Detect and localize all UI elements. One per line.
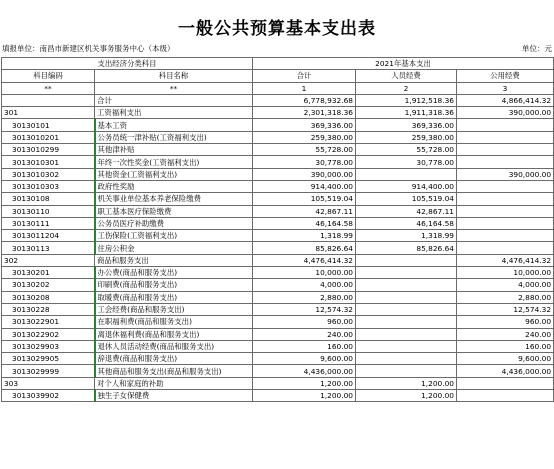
table-row bbox=[2, 193, 554, 205]
cell-public bbox=[457, 193, 554, 205]
cell-code: 30130201 bbox=[2, 267, 95, 279]
cell-personnel: 1,318.99 bbox=[356, 230, 457, 242]
table-row bbox=[2, 316, 554, 328]
cell-name: 办公费(商品和服务支出) bbox=[95, 267, 253, 279]
cell-personnel bbox=[356, 267, 457, 279]
header-row-index bbox=[2, 82, 554, 94]
table-row bbox=[2, 156, 554, 168]
cell-code: 3013039902 bbox=[2, 390, 95, 402]
cell-personnel: 259,380.00 bbox=[356, 131, 457, 143]
cell-total: 30,778.00 bbox=[253, 156, 356, 168]
cell-public bbox=[457, 377, 554, 389]
cell-name: 工资福利支出 bbox=[95, 107, 253, 119]
cell-total: 12,574.32 bbox=[253, 303, 356, 315]
cell-personnel bbox=[356, 328, 457, 340]
cell-name: 其他津补贴 bbox=[95, 144, 253, 156]
cell-code: 3013010299 bbox=[2, 144, 95, 156]
table-row bbox=[2, 365, 554, 377]
table-row bbox=[2, 377, 554, 389]
cell-code: 3013029999 bbox=[2, 365, 95, 377]
cell-personnel bbox=[356, 365, 457, 377]
cell-personnel: 1,912,518.36 bbox=[356, 94, 457, 106]
currency-unit: 单位：元 bbox=[522, 44, 552, 53]
table-row bbox=[2, 180, 554, 192]
cell-public: 960.00 bbox=[457, 316, 554, 328]
header-star-name: ** bbox=[95, 82, 253, 94]
cell-code: 3013010303 bbox=[2, 180, 95, 192]
cell-name: 离退休福利费(商品和服务支出) bbox=[95, 328, 253, 340]
cell-personnel: 914,400.00 bbox=[356, 180, 457, 192]
table-row bbox=[2, 144, 554, 156]
table-row bbox=[2, 119, 554, 131]
cell-total: 2,880.00 bbox=[253, 291, 356, 303]
header-group-right: 2021年基本支出 bbox=[253, 58, 554, 70]
cell-public bbox=[457, 230, 554, 242]
reporting-unit: 填报单位：南昌市新建区机关事务服务中心（本级） bbox=[2, 44, 175, 53]
cell-public bbox=[457, 390, 554, 402]
cell-personnel: 369,336.00 bbox=[356, 119, 457, 131]
cell-public: 390,000.00 bbox=[457, 168, 554, 180]
cell-personnel: 85,826.64 bbox=[356, 242, 457, 254]
cell-name: 公务员医疗补助缴费 bbox=[95, 217, 253, 229]
header-star-code: ** bbox=[2, 82, 95, 94]
cell-total: 85,826.64 bbox=[253, 242, 356, 254]
cell-name: 在职福利费(商品和服务支出) bbox=[95, 316, 253, 328]
cell-code: 3013022902 bbox=[2, 328, 95, 340]
cell-personnel: 1,911,318.36 bbox=[356, 107, 457, 119]
cell-code: 3013011204 bbox=[2, 230, 95, 242]
cell-code: 3013010201 bbox=[2, 131, 95, 143]
cell-name: 年终一次性奖金(工资福利支出) bbox=[95, 156, 253, 168]
cell-name: 其他商品和服务支出(商品和服务支出) bbox=[95, 365, 253, 377]
cell-public bbox=[457, 217, 554, 229]
cell-name: 工伤保险(工资福利支出) bbox=[95, 230, 253, 242]
cell-public bbox=[457, 131, 554, 143]
cell-name: 住房公积金 bbox=[95, 242, 253, 254]
cell-name: 职工基本医疗保险缴费 bbox=[95, 205, 253, 217]
cell-public bbox=[457, 144, 554, 156]
cell-total: 10,000.00 bbox=[253, 267, 356, 279]
table-row bbox=[2, 291, 554, 303]
cell-public bbox=[457, 119, 554, 131]
cell-code: 3013022901 bbox=[2, 316, 95, 328]
cell-public: 10,000.00 bbox=[457, 267, 554, 279]
cell-code: 30130110 bbox=[2, 205, 95, 217]
cell-total: 1,200.00 bbox=[253, 377, 356, 389]
cell-name: 政府性奖励 bbox=[95, 180, 253, 192]
table-row bbox=[2, 217, 554, 229]
cell-name: 合计 bbox=[95, 94, 253, 106]
cell-code: 303 bbox=[2, 377, 95, 389]
cell-total: 160.00 bbox=[253, 340, 356, 352]
cell-total: 42,867.11 bbox=[253, 205, 356, 217]
cell-personnel: 42,867.11 bbox=[356, 205, 457, 217]
cell-public: 4,436,000.00 bbox=[457, 365, 554, 377]
cell-total: 240.00 bbox=[253, 328, 356, 340]
cell-public: 4,476,414.32 bbox=[457, 254, 554, 266]
cell-public bbox=[457, 242, 554, 254]
cell-name: 商品和服务支出 bbox=[95, 254, 253, 266]
table-row bbox=[2, 353, 554, 365]
cell-name: 机关事业单位基本养老保险缴费 bbox=[95, 193, 253, 205]
expenditure-table bbox=[1, 57, 554, 402]
cell-personnel bbox=[356, 279, 457, 291]
table-row bbox=[2, 131, 554, 143]
table-row bbox=[2, 94, 554, 106]
page-title: 一般公共预算基本支出表 bbox=[178, 19, 376, 39]
cell-personnel bbox=[356, 303, 457, 315]
header-total: 合计 bbox=[253, 70, 356, 82]
cell-name: 独生子女保健费 bbox=[95, 390, 253, 402]
cell-name: 退休人员活动经费(商品和服务支出) bbox=[95, 340, 253, 352]
cell-code: 30130228 bbox=[2, 303, 95, 315]
cell-personnel bbox=[356, 340, 457, 352]
cell-total: 259,380.00 bbox=[253, 131, 356, 143]
cell-personnel: 105,519.04 bbox=[356, 193, 457, 205]
cell-total: 46,164.58 bbox=[253, 217, 356, 229]
table-row bbox=[2, 340, 554, 352]
cell-total: 6,778,932.68 bbox=[253, 94, 356, 106]
header-index-public: 3 bbox=[457, 82, 554, 94]
cell-personnel: 46,164.58 bbox=[356, 217, 457, 229]
cell-name: 取暖费(商品和服务支出) bbox=[95, 291, 253, 303]
table-row bbox=[2, 328, 554, 340]
table-row bbox=[2, 168, 554, 180]
cell-public: 12,574.32 bbox=[457, 303, 554, 315]
cell-personnel bbox=[356, 316, 457, 328]
table-row bbox=[2, 390, 554, 402]
cell-code: 3013029905 bbox=[2, 353, 95, 365]
cell-name: 印刷费(商品和服务支出) bbox=[95, 279, 253, 291]
cell-total: 4,000.00 bbox=[253, 279, 356, 291]
header-name: 科目名称 bbox=[95, 70, 253, 82]
header-personnel: 人员经费 bbox=[356, 70, 457, 82]
cell-code: 30130113 bbox=[2, 242, 95, 254]
table-row bbox=[2, 279, 554, 291]
cell-personnel bbox=[356, 291, 457, 303]
cell-public: 390,000.00 bbox=[457, 107, 554, 119]
cell-code: 3013010302 bbox=[2, 168, 95, 180]
cell-public bbox=[457, 205, 554, 217]
cell-name: 辞退费(商品和服务支出) bbox=[95, 353, 253, 365]
cell-total: 2,301,318.36 bbox=[253, 107, 356, 119]
cell-code: 30130111 bbox=[2, 217, 95, 229]
cell-name: 工会经费(商品和服务支出) bbox=[95, 303, 253, 315]
table-row bbox=[2, 254, 554, 266]
cell-total: 914,400.00 bbox=[253, 180, 356, 192]
cell-personnel: 1,200.00 bbox=[356, 390, 457, 402]
header-group-left: 支出经济分类科目 bbox=[2, 58, 253, 70]
cell-personnel: 30,778.00 bbox=[356, 156, 457, 168]
cell-public bbox=[457, 180, 554, 192]
table-row bbox=[2, 267, 554, 279]
cell-total: 9,600.00 bbox=[253, 353, 356, 365]
cell-total: 4,476,414.32 bbox=[253, 254, 356, 266]
cell-code: 3013010301 bbox=[2, 156, 95, 168]
cell-total: 55,728.00 bbox=[253, 144, 356, 156]
table-row bbox=[2, 242, 554, 254]
cell-total: 105,519.04 bbox=[253, 193, 356, 205]
header-index-personnel: 2 bbox=[356, 82, 457, 94]
cell-name: 对个人和家庭的补助 bbox=[95, 377, 253, 389]
cell-personnel bbox=[356, 254, 457, 266]
table-row bbox=[2, 303, 554, 315]
cell-public: 4,866,414.32 bbox=[457, 94, 554, 106]
cell-code: 301 bbox=[2, 107, 95, 119]
cell-code: 30130208 bbox=[2, 291, 95, 303]
cell-total: 960.00 bbox=[253, 316, 356, 328]
cell-personnel: 55,728.00 bbox=[356, 144, 457, 156]
cell-code: 302 bbox=[2, 254, 95, 266]
table-row bbox=[2, 230, 554, 242]
cell-code bbox=[2, 94, 95, 106]
cell-total: 4,436,000.00 bbox=[253, 365, 356, 377]
cell-code: 30130202 bbox=[2, 279, 95, 291]
cell-total: 1,318.99 bbox=[253, 230, 356, 242]
header-row-group bbox=[2, 58, 554, 70]
cell-code: 30130108 bbox=[2, 193, 95, 205]
cell-public: 2,880.00 bbox=[457, 291, 554, 303]
cell-public: 240.00 bbox=[457, 328, 554, 340]
cell-public: 9,600.00 bbox=[457, 353, 554, 365]
cell-personnel: 1,200.00 bbox=[356, 377, 457, 389]
cell-personnel bbox=[356, 353, 457, 365]
cell-name: 公务员统一津补贴(工资福利支出) bbox=[95, 131, 253, 143]
table-row bbox=[2, 205, 554, 217]
table-row bbox=[2, 107, 554, 119]
header-code: 科目编码 bbox=[2, 70, 95, 82]
cell-total: 390,000.00 bbox=[253, 168, 356, 180]
cell-public bbox=[457, 156, 554, 168]
header-index-total: 1 bbox=[253, 82, 356, 94]
cell-public: 4,000.00 bbox=[457, 279, 554, 291]
header-row-columns bbox=[2, 70, 554, 82]
cell-name: 其他资金(工资福利支出) bbox=[95, 168, 253, 180]
cell-code: 30130101 bbox=[2, 119, 95, 131]
cell-code: 3013029903 bbox=[2, 340, 95, 352]
cell-public: 160.00 bbox=[457, 340, 554, 352]
cell-personnel bbox=[356, 168, 457, 180]
cell-total: 1,200.00 bbox=[253, 390, 356, 402]
cell-name: 基本工资 bbox=[95, 119, 253, 131]
header-public: 公用经费 bbox=[457, 70, 554, 82]
cell-total: 369,336.00 bbox=[253, 119, 356, 131]
